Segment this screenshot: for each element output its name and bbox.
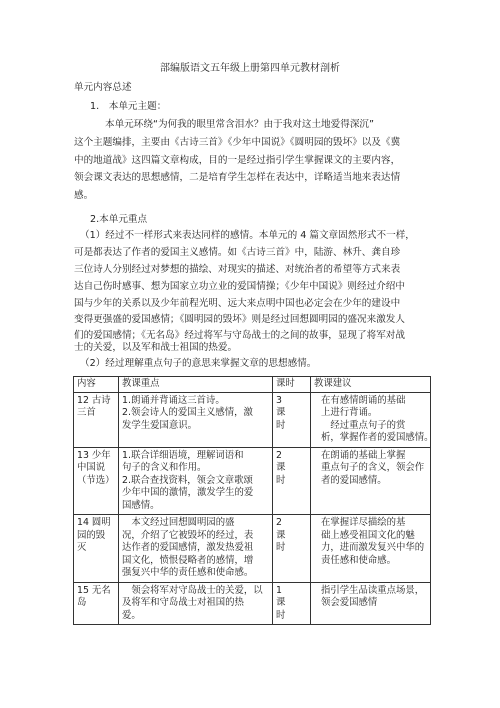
focus-heading: 2.本单元重点 — [90, 214, 148, 225]
cell-advice — [311, 392, 434, 447]
cell-hours-line: 时 — [276, 609, 286, 621]
focus-point-2: （2）经过理解重点句子的意思来掌握文章的思想感情。 — [80, 358, 317, 369]
cell-advice-line: 领会爱国感情 — [321, 597, 378, 608]
focus-paragraph-line: 国与少年的关系以及少年前程光明、远大来点明中国也必定会在少年的建设中 — [74, 298, 401, 309]
cell-focus-line: 2.联合查找资料，领会文章歌颂 — [122, 474, 253, 486]
cell-hours — [273, 447, 311, 515]
table-row — [74, 392, 431, 447]
cell-focus — [119, 392, 273, 447]
cell-advice-line: 上进行背诵。 — [321, 407, 378, 418]
cell-hours-line: 3 — [276, 394, 282, 406]
cell-hours — [273, 392, 311, 447]
cell-content-line: 13 少年 — [77, 449, 111, 461]
cell-advice — [311, 515, 431, 583]
cell-hours — [273, 515, 311, 583]
focus-paragraph-line: 三位诗人分别经过对梦想的描绘、对现实的描述、对统治者的希望等方式来表 — [74, 264, 401, 275]
cell-focus-line: 句子的含义和作用。 — [122, 462, 207, 473]
theme-paragraph-line: 中的地道战》这四篇文章构成，目的一是经过指引学生掌握课文的主要内容， — [74, 155, 401, 166]
table-row — [74, 447, 431, 515]
section-heading: 单元内容总述 — [74, 82, 132, 93]
cell-hours — [273, 582, 311, 625]
cell-advice — [311, 447, 431, 515]
cell-advice-line: 重点句子的含义，领会作 — [321, 462, 425, 473]
table-row — [74, 582, 431, 625]
cell-focus-line: 强复兴中华的责任感和使命感。 — [122, 567, 254, 578]
cell-focus-line: 1.联合详细语境，理解词语和 — [122, 449, 244, 461]
cell-content-line: 岛 — [77, 597, 87, 608]
cell-focus-line: 2.领会诗人的爱国主义感情，激 — [122, 407, 253, 418]
cell-advice-line: 指引学生品读重点场景， — [321, 584, 425, 596]
cell-focus — [119, 515, 273, 583]
document-title: 部编版语文五年级上册第四单元教材剖析 — [160, 63, 340, 74]
cell-hours-line: 1 — [276, 584, 282, 596]
cell-focus-line: 发学生爱国意识。 — [122, 419, 198, 431]
cell-focus-line: 国感情。 — [122, 499, 160, 511]
theme-paragraph-line: 这个主题编排，主要由《古诗三首》《少年中国说》《圆明园的毁坏》以及《冀 — [74, 137, 401, 148]
cell-content-line: 12 古诗 — [77, 394, 111, 406]
cell-hours-line: 时 — [276, 474, 286, 486]
header-advice: 教课建议 — [311, 377, 431, 393]
theme-paragraph-line: 本单元环绕“为何我的眼里常含泪水？由于我对这土地爱得深沉” — [105, 119, 374, 130]
focus-paragraph-line: 达自己伤时感事、想为国家立功立业的爱国情操；《少年中国说》则经过介绍中 — [74, 281, 405, 292]
cell-hours-line: 时 — [276, 419, 286, 431]
cell-content-line: 14 圆明 — [77, 517, 111, 528]
teaching-plan-table — [73, 376, 434, 625]
cell-content-line: 中国说 — [77, 462, 106, 473]
focus-paragraph-line: 士的关爱，以及军和战士祖国的热爱。 — [74, 342, 238, 353]
theme-heading: 1. 本单元主题： — [90, 101, 167, 112]
theme-paragraph-line: 领会课文表达的思想感情，二是培育学生怎样在表达中，详略适当地来表达情 — [74, 172, 401, 183]
cell-hours-line: 课 — [276, 462, 286, 473]
header-focus: 教课重点 — [119, 377, 273, 393]
cell-focus-line: 况，介绍了它被毁坏的经过，表 — [122, 529, 254, 541]
header-hours: 课时 — [273, 377, 311, 393]
cell-focus-line: 及将军和守岛战士对祖国的热 — [122, 597, 244, 608]
cell-content-line: 灭 — [77, 542, 87, 553]
cell-advice-line: 力，进而激发复兴中华的 — [321, 542, 425, 553]
cell-content — [74, 515, 119, 583]
cell-advice-line: 在朗诵的基础上掌握 — [321, 449, 406, 461]
cell-focus-line: 领会将军对守岛战士的关爱，以 — [122, 584, 263, 596]
cell-content — [74, 582, 119, 625]
theme-paragraph-line: 感。 — [74, 190, 94, 201]
cell-advice — [311, 582, 431, 625]
cell-advice-line: 析，掌握作者的爱国感情。 — [321, 432, 434, 443]
cell-advice-line: 经过重点句子的赏 — [321, 419, 406, 431]
cell-content — [74, 447, 119, 515]
cell-content — [74, 392, 119, 447]
cell-hours-line: 课 — [276, 407, 286, 418]
cell-hours-line: 课 — [276, 529, 286, 541]
cell-content-line: （节选） — [77, 474, 115, 486]
table-header-row — [74, 377, 431, 393]
cell-advice-line: 者的爱国感情。 — [321, 474, 387, 486]
cell-focus — [119, 582, 273, 625]
cell-advice-line: 在掌握详尽描绘的基 — [321, 517, 406, 528]
cell-focus-line: 本文经过回想圆明园的盛 — [122, 517, 235, 528]
cell-content-line: 15 无名 — [77, 584, 111, 596]
cell-hours-line: 课 — [276, 597, 286, 608]
focus-paragraph-line: （1）经过不一样形式来表达同样的感情。本单元的 4 篇文章固然形式不一样， — [80, 230, 415, 241]
cell-focus-line: 少年中国的激情，激发学生的爱 — [122, 487, 254, 498]
cell-content-line: 三首 — [77, 407, 96, 418]
cell-advice-line: 在有感情朗诵的基础 — [321, 394, 406, 406]
header-content: 内容 — [74, 377, 119, 393]
focus-paragraph-line: 可是都表达了作者的爱国主义感情。如《古诗三首》中，陆游、林升、龚自珍 — [74, 247, 401, 258]
cell-content-line: 园的毁 — [77, 529, 106, 541]
table-row — [74, 515, 431, 583]
cell-focus-line: 1.朗诵并背诵这三首诗。 — [122, 394, 225, 406]
cell-focus-line: 达作者的爱国感情，激发热爱祖 — [122, 542, 254, 553]
cell-focus-line: 爱。 — [122, 609, 141, 621]
cell-hours-line: 2 — [276, 517, 282, 528]
cell-advice-line: 础上感受祖国文化的魅 — [321, 529, 415, 541]
cell-focus — [119, 447, 273, 515]
focus-paragraph-line: 变得更强盛的爱国感情；《圆明园的毁坏》则是经过回想圆明园的盛况来激发人 — [74, 314, 405, 325]
cell-focus-line: 国文化，愤恨侵略者的感情，增 — [122, 554, 254, 566]
cell-advice-line: 责任感和使命感。 — [321, 554, 397, 566]
cell-hours-line: 时 — [276, 542, 286, 553]
cell-hours-line: 2 — [276, 449, 282, 461]
focus-paragraph-line: 们的爱国感情；《无名岛》经过将军与守岛战士的之间的故事，显现了将军对战 — [74, 330, 405, 341]
